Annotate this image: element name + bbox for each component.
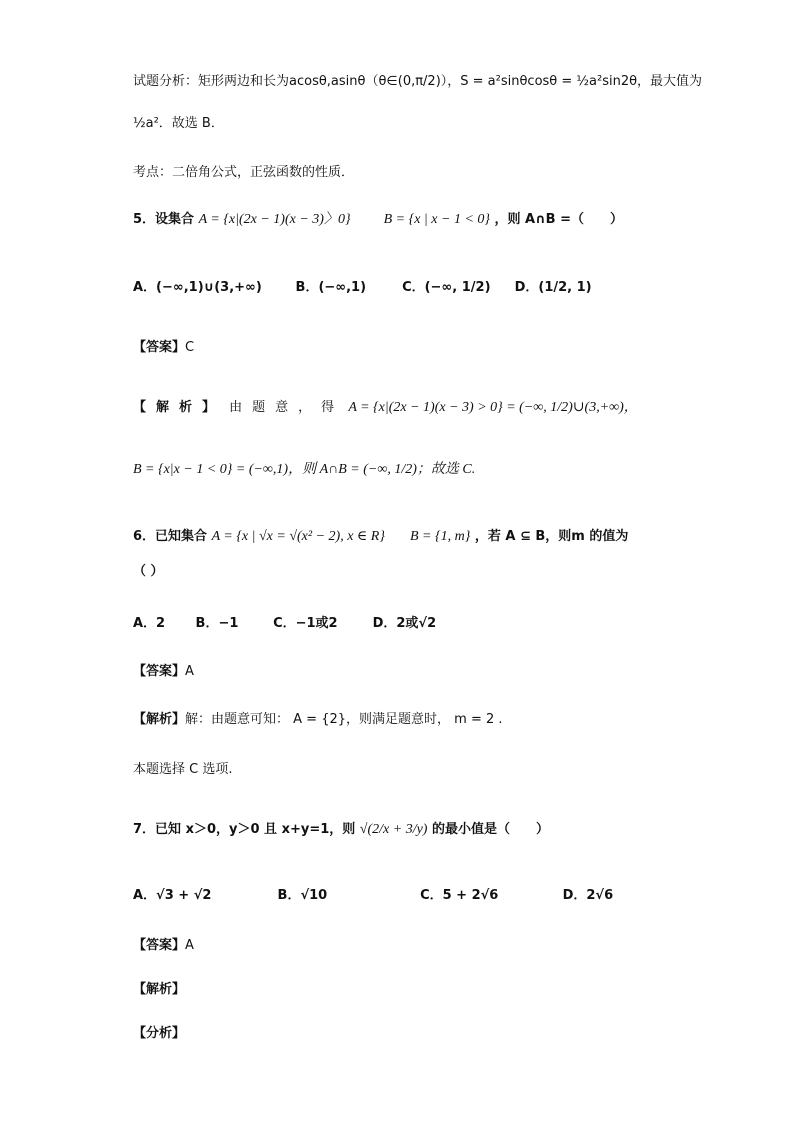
q5-stem: 5．设集合 A = {x|(2x − 1)(x − 3)〉0} B = {x | x − 1 < 0} ，则 A∩B =（ ） — [133, 212, 624, 227]
q7-answer: 【答案】A — [133, 938, 194, 953]
q7-option-a: A．√3 + √2 — [133, 888, 212, 903]
prev-analysis-line2: ½a²．故选 B． — [133, 116, 224, 131]
prev-kaodian: 考点：二倍角公式，正弦函数的性质． — [133, 165, 355, 180]
q6-stem-paren: （ ） — [133, 564, 164, 579]
q5-option-b: B．(−∞,1) — [295, 280, 367, 295]
q7-option-c: C．5 + 2√6 — [420, 888, 499, 903]
q5-answer: 【答案】C — [133, 340, 195, 355]
q6-jiexi: 【解析】解：由题意可知： A = {2}，则满足题意时， m = 2 . — [133, 712, 503, 727]
q7-option-b: B．√10 — [277, 888, 328, 903]
q6-option-c: C．−1或2 — [273, 616, 338, 631]
q6-options — [133, 614, 754, 634]
q7-fenxi-label: 【分析】 — [133, 1026, 186, 1041]
q6-answer: 【答案】A — [133, 664, 194, 679]
q5-option-a: A．(−∞,1)∪(3,+∞) — [133, 280, 262, 295]
q5-set-a: A = {x|(2x − 1)(x − 3)〉0} — [198, 212, 351, 227]
q5-jiexi-line2: B = {x|x − 1 < 0} = (−∞,1)，则 A∩B = (−∞, 1/2)；故选 C. — [133, 462, 476, 477]
q6-set-a: A = {x | √x = √(x² − 2), x ∈ R} — [211, 529, 385, 544]
q7-stem: 7．已知 x＞0，y＞0 且 x+y=1，则 √(2/x + 3/y) 的最小值是（ ） — [133, 822, 550, 837]
q6-note: 本题选择 C 选项. — [133, 762, 233, 777]
q6-option-d: D．2或√2 — [372, 616, 437, 631]
q5-option-c: C．(−∞, 1/2) — [402, 280, 491, 295]
q6-option-b: B．−1 — [195, 616, 239, 631]
prev-analysis-line1: 试题分析：矩形两边和长为acosθ,asinθ（θ∈(0,π/2)），S = a²sinθcosθ = ½a²sin2θ，最大值为 — [133, 74, 703, 89]
q6-option-a: A．2 — [133, 616, 166, 631]
q7-options — [133, 886, 754, 906]
q6-stem: 6．已知集合 A = {x | √x = √(x² − 2), x ∈ R} B = {1, m} ，若 A ⊆ B，则m 的值为 — [133, 529, 629, 544]
q7-jiexi-label: 【解析】 — [133, 982, 186, 997]
q5-option-d: D．(1/2, 1) — [514, 280, 592, 295]
q5-jiexi-line1: 【解析】 由题意，得 A = {x|(2x − 1)(x − 3) > 0} = (−∞, 1/2)∪(3,+∞)， — [133, 400, 638, 415]
q7-expression: √(2/x + 3/y) — [359, 822, 428, 837]
q5-options — [133, 278, 754, 298]
q7-option-d: D．2√6 — [562, 888, 614, 903]
q5-set-b: B = {x | x − 1 < 0} — [383, 212, 490, 227]
q6-set-b: B = {1, m} — [410, 529, 471, 544]
